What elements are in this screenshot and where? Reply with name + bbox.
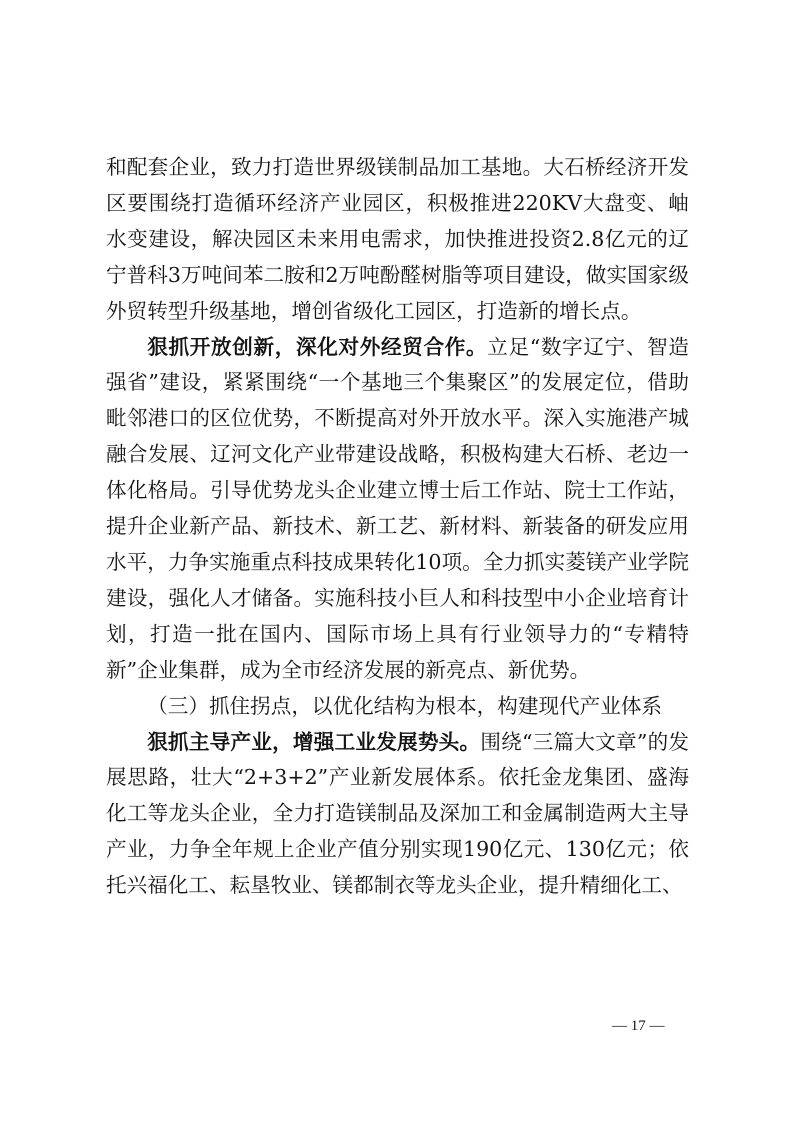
paragraph-text: 和配套企业，致力打造世界级镁制品加工基地。大石桥经济开发区要围绕打造循环经济产业园区，积极推进220KV大盘变、岫水变建设，解决园区未来用电需求，加快推进投资2.8亿元的辽宁普科3万吨间苯二胺和2万吨酚醛树脂等项目建设，做实国家级外贸转型升级基地，增创省级化工园区，打造新的增长点。 (106, 155, 689, 323)
paragraph-lead: 狠抓开放创新，深化对外经贸合作。 (147, 334, 488, 359)
paragraph-text: 围绕“三篇大文章”的发展思路，壮大“2+3+2”产业新发展体系。依托金龙集团、盛海化工等龙头企业，全力打造镁制品及深加工和金属制造两大主导产业，力争全年规上企业产值分别实现190亿元、130亿元；依托兴福化工、耘垦牧业、镁都制衣等龙头企业，提升精细化工、 (106, 729, 689, 898)
paragraph-leading-industry (106, 725, 689, 905)
paragraph-text: 立足“数字辽宁、智造强省”建设，紧紧围绕“一个基地三个集聚区”的发展定位，借助毗邻港口的区位优势，不断提高对外开放水平。深入实施港产城融合发展、辽河文化产业带建设战略，积极构建大石桥、老边一体化格局。引导优势龙头企业建立博士后工作站、院士工作站，提升企业新产品、新技术、新工艺、新材料、新装备的研发应用水平，力争实施重点科技成果转化10项。全力抓实菱镁产业学院建设，强化人才储备。实施科技小巨人和科技型中小企业培育计划，打造一批在国内、国际市场上具有行业领导力的“专精特新”企业集群，成为全市经济发展的新亮点、新优势。 (106, 334, 690, 682)
section-subheading: （三）抓住拐点，以优化结构为根本，构建现代产业体系 (147, 693, 663, 718)
page-number: — 17 — (612, 1018, 665, 1034)
paragraph-lead: 狠抓主导产业，增强工业发展势头。 (147, 729, 481, 754)
paragraph-open-innovation (106, 330, 689, 689)
body-text (106, 150, 689, 904)
paragraph-continuation (106, 150, 689, 330)
